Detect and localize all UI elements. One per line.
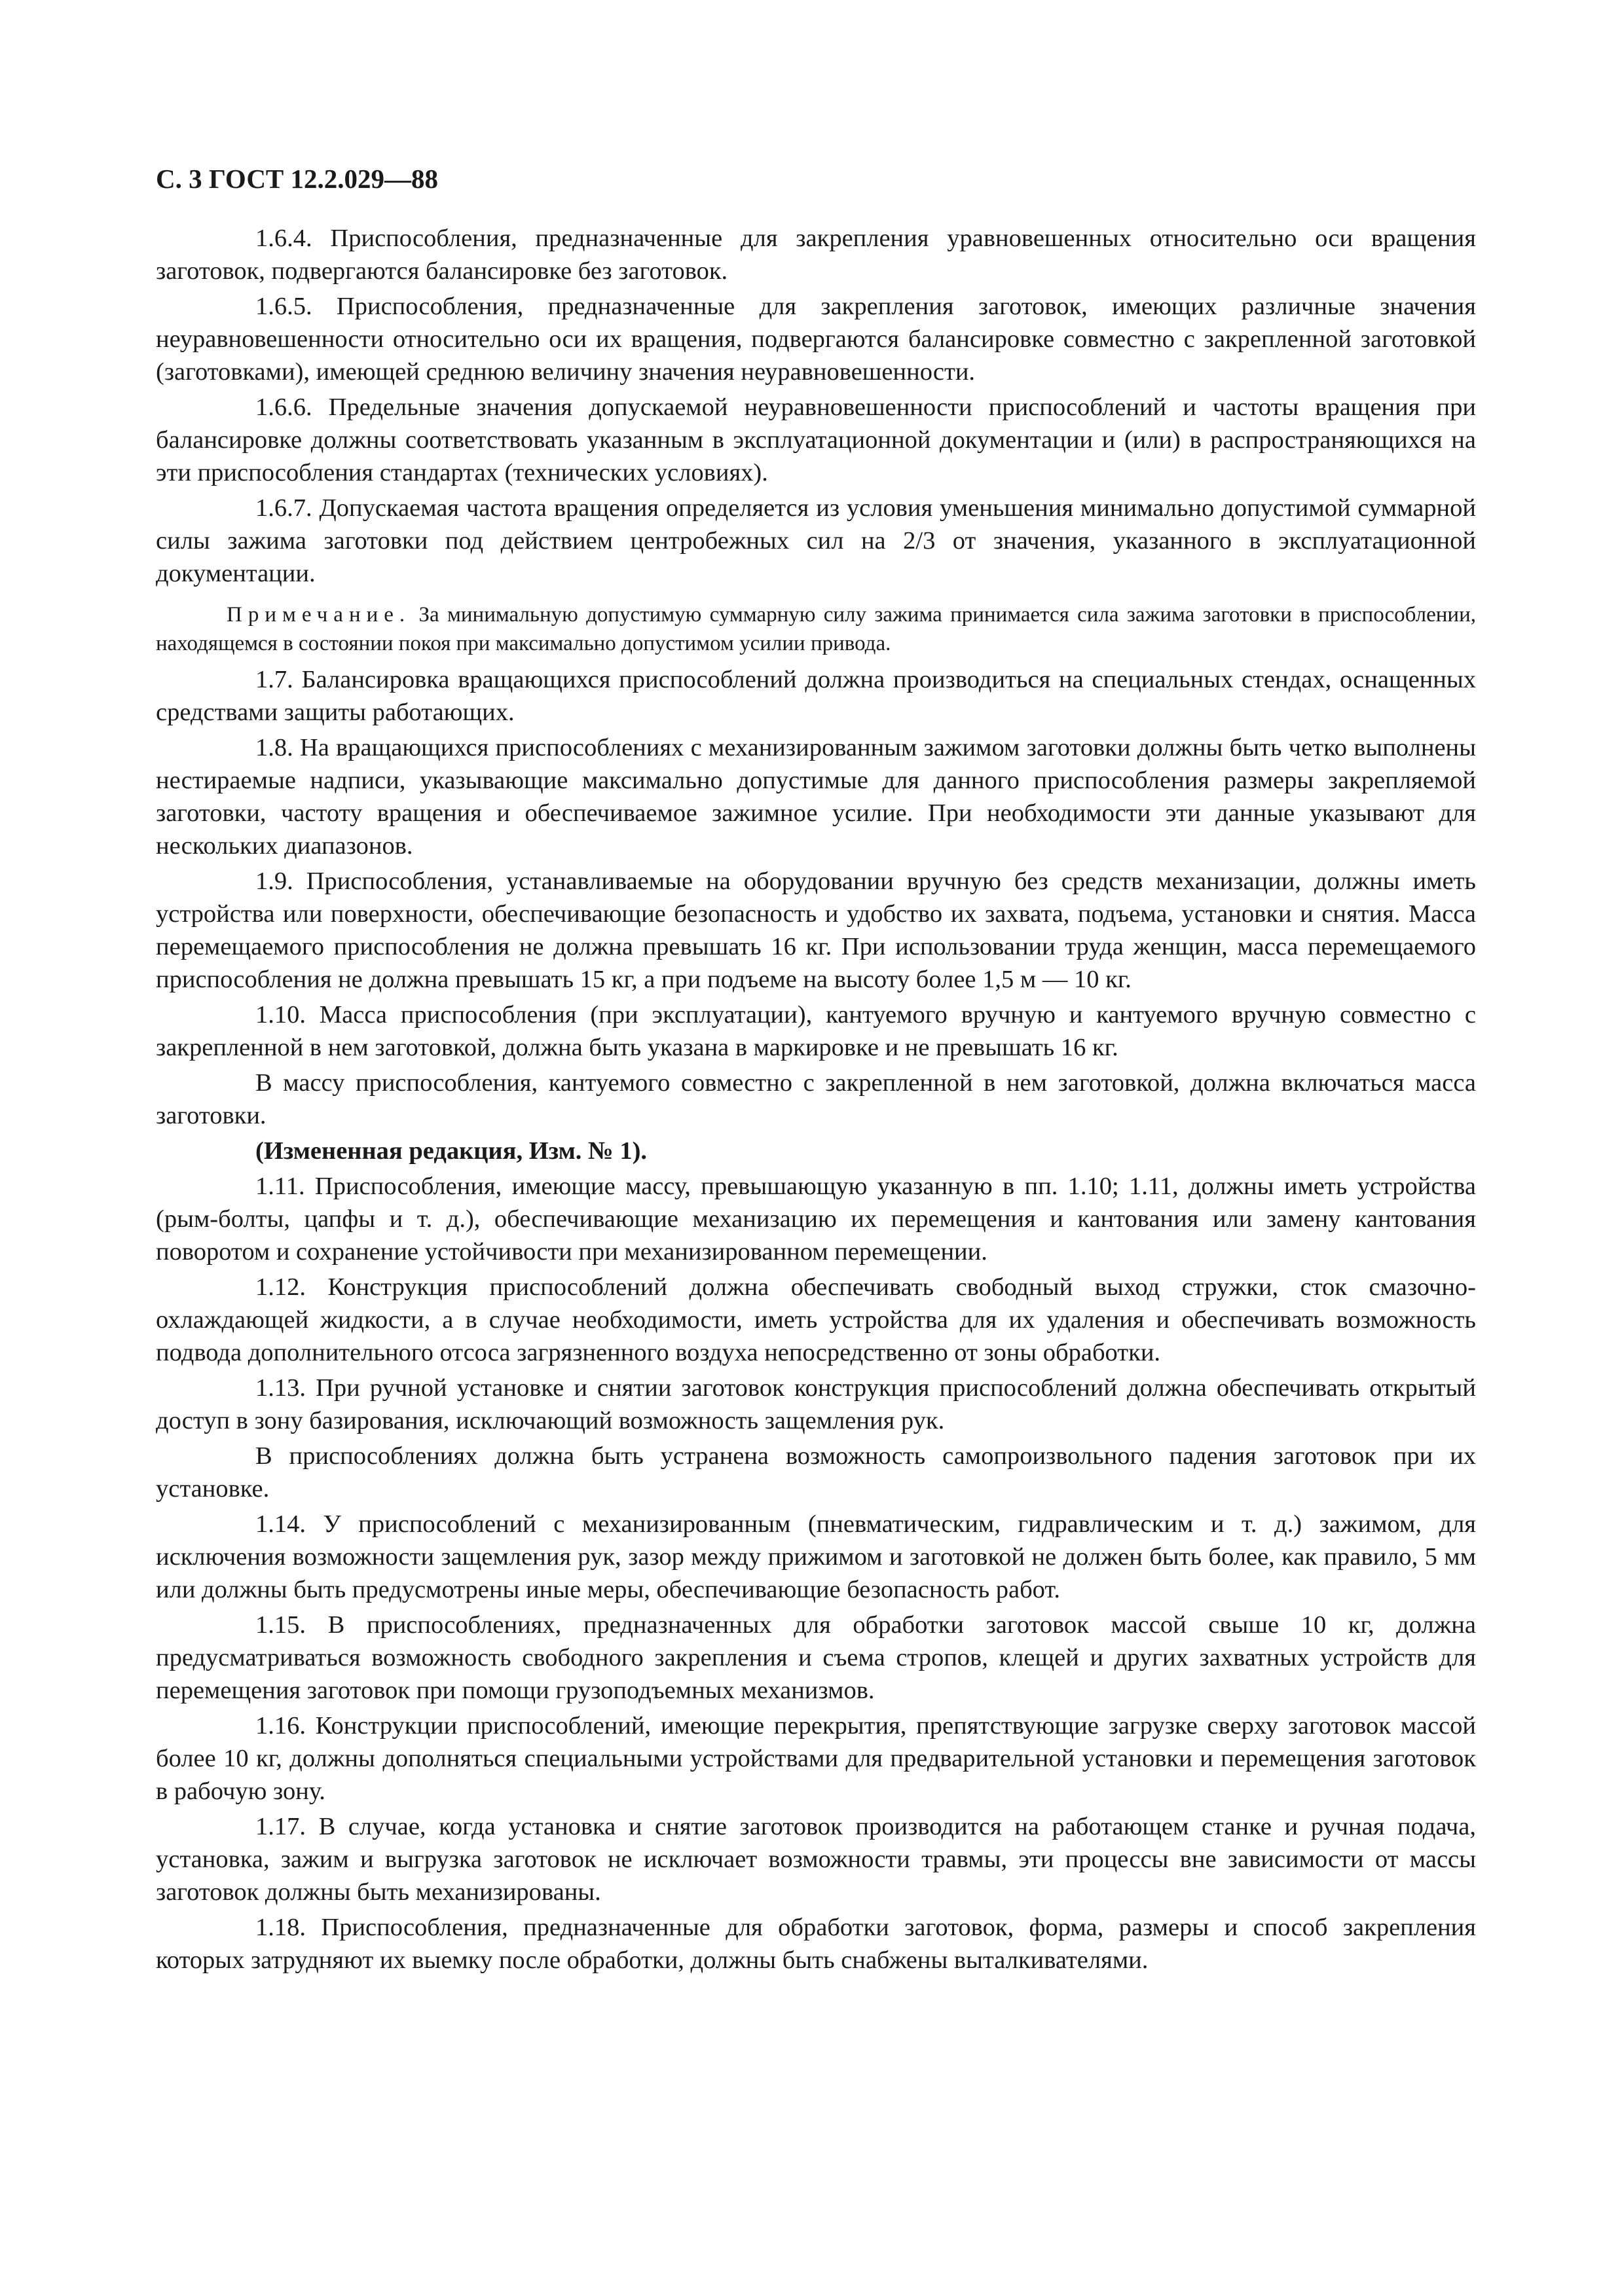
page-header: С. 3 ГОСТ 12.2.029—88 [156, 164, 439, 194]
paragraph-1-6-4: 1.6.4. Приспособления, предназначенные для закрепления уравновешенных относительно оси вращения заготовок, подвергаются балансировке без заготовок. [156, 225, 1476, 285]
paragraph-1-6-6: 1.6.6. Предельные значения допускаемой неуравновешенности приспособлений и частоты вращения при балансировке должны соответствовать указанным в эксплуатационной документации и (или) в распространяющихся на эти приспособления стандартах (технических условиях). [156, 393, 1476, 486]
note-text: За минимальную допустимую суммарную силу зажима принимается сила зажима заготовки в приспособлении, находящемся в состоянии покоя при максимально допустимом усилии привода. [156, 603, 1477, 655]
paragraph-1-15: 1.15. В приспособлениях, предназначенных для обработки заготовок массой свыше 10 кг, должна предусматриваться возможность свободного закрепления и съема стропов, клещей и других захватных устройств для перемещения заготовок при помощи грузоподъемных механизмов. [156, 1611, 1476, 1704]
note-prefix: Примечание. [227, 603, 411, 627]
paragraph-1-10: 1.10. Масса приспособления (при эксплуатации), кантуемого вручную и кантуемого вручную совместно с закрепленной в нем заготовкой, должна быть указана в маркировке и не превышать 16 кг. [156, 1001, 1476, 1061]
paragraph-1-17: 1.17. В случае, когда установка и снятие заготовок производится на работающем станке и ручная подача, установка, зажим и выгрузка заготовок не исключает возможности травмы, эти процессы вне зависимости от массы заготовок должны быть механизированы. [156, 1813, 1476, 1906]
note [156, 600, 1476, 658]
paragraph-1-10-mass: В массу приспособления, кантуемого совместно с закрепленной в нем заготовкой, должна включаться масса заготовки. [156, 1069, 1476, 1129]
paragraph-1-9: 1.9. Приспособления, устанавливаемые на оборудовании вручную без средств механизации, должны иметь устройства или поверхности, обеспечивающие безопасность и удобство их захвата, подъема, установки и снятия. Масса перемещаемого приспособления не должна превышать 16 кг. При использовании труда женщин, масса перемещаемого приспособления не должна превышать 15 кг, а при подъеме на высоту более 1,5 м — 10 кг. [156, 867, 1476, 993]
paragraph-1-6-5: 1.6.5. Приспособления, предназначенные для закрепления заготовок, имеющих различные значения неуравновешенности относительно оси их вращения, подвергаются балансировке совместно с закрепленной заготовкой (заготовками), имеющей среднюю величину значения неуравновешенности. [156, 293, 1476, 386]
paragraph-1-11: 1.11. Приспособления, имеющие массу, превышающую указанную в пп. 1.10; 1.11, должны иметь устройства (рым-болты, цапфы и т. д.), обеспечивающие механизацию их перемещения и кантования или замену кантования поворотом и сохранение устойчивости при механизированном перемещении. [156, 1173, 1476, 1266]
paragraph-1-8: 1.8. На вращающихся приспособлениях с механизированным зажимом заготовки должны быть четко выполнены нестираемые надписи, указывающие максимально допустимые для данного приспособления размеры закрепляемой заготовки, частоту вращения и обеспечиваемое зажимное усилие. При необходимости эти данные указывают для нескольких диапазонов. [156, 734, 1476, 860]
paragraph-1-12: 1.12. Конструкция приспособлений должна обеспечивать свободный выход стружки, сток смазочно-охлаждающей жидкости, а в случае необходимости, иметь устройства для их удаления и обеспечивать возможность подвода дополнительного отсоса загрязненного воздуха непосредственно от зоны обработки. [156, 1273, 1476, 1366]
paragraph-1-13: 1.13. При ручной установке и снятии заготовок конструкция приспособлений должна обеспечивать открытый доступ в зону базирования, исключающий возможность защемления рук. [156, 1374, 1476, 1434]
paragraph-1-16: 1.16. Конструкции приспособлений, имеющие перекрытия, препятствующие загрузке сверху заготовок массой более 10 кг, должны дополняться специальными устройствами для предварительной установки и перемещения заготовок в рабочую зону. [156, 1712, 1476, 1805]
edited-label: (Измененная редакция, Изм. № 1). [255, 1137, 648, 1165]
paragraph-1-18: 1.18. Приспособления, предназначенные для обработки заготовок, форма, размеры и способ закрепления которых затрудняют их выемку после обработки, должны быть снабжены выталкивателями. [156, 1914, 1476, 1974]
paragraph-1-7: 1.7. Балансировка вращающихся приспособлений должна производиться на специальных стендах, оснащенных средствами защиты работающих. [156, 666, 1476, 726]
paragraph-1-13-fall: В приспособлениях должна быть устранена возможность самопроизвольного падения заготовок при их установке. [156, 1442, 1476, 1503]
paragraph-1-6-7: 1.6.7. Допускаемая частота вращения определяется из условия уменьшения минимально допустимой суммарной силы зажима заготовки под действием центробежных сил на 2/3 от значения, указанного в эксплуатационной документации. [156, 494, 1476, 587]
paragraph-1-14: 1.14. У приспособлений с механизированным (пневматическим, гидравлическим и т. д.) зажимом, для исключения возможности защемления рук, зазор между прижимом и заготовкой не должен быть более, как правило, 5 мм или должны быть предусмотрены иные меры, обеспечивающие безопасность работ. [156, 1510, 1476, 1603]
document-page [156, 162, 1476, 1979]
